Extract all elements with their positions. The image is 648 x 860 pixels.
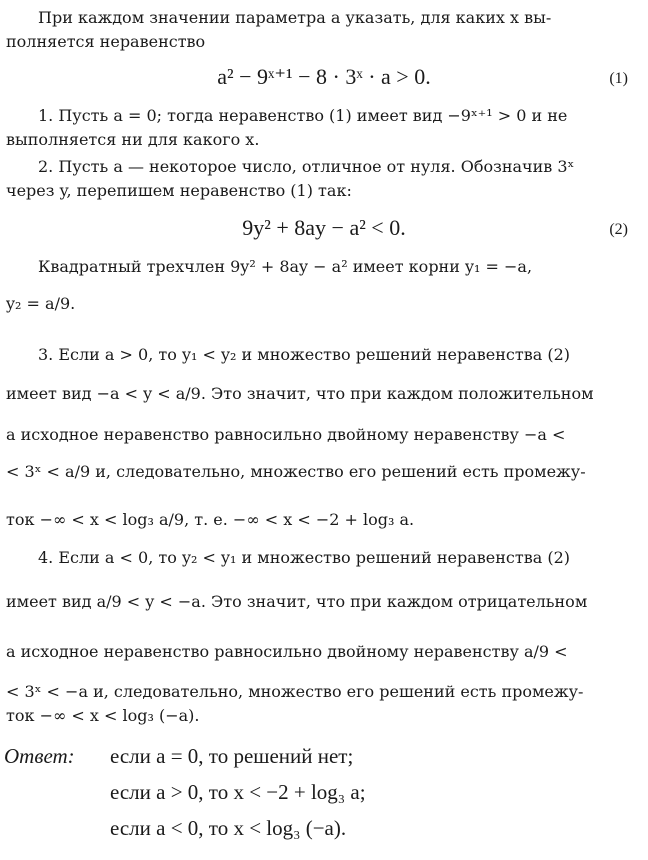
answer-line-2: если a > 0, то x < −2 + log₃ a; — [110, 780, 366, 804]
case-4-line-1: 4. Если a < 0, то y₂ < y₁ и множество решений неравенства (2) — [38, 548, 571, 567]
formula-2-number: (2) — [609, 221, 628, 238]
case-3-line-5: ток −∞ < x < log₃ a/9, т. е. −∞ < x < −2 + log₃ a. — [6, 510, 415, 529]
roots-line-1: Квадратный трехчлен 9y² + 8ay − a² имеет корни y₁ = −a, — [38, 257, 533, 276]
formula-2: 9y² + 8ay − a² < 0. — [242, 215, 406, 240]
case-3-line-2: имеет вид −a < y < a/9. Это значит, что при каждом положительном — [6, 384, 594, 403]
case-2-line-1: 2. Пусть a — некоторое число, отличное от нуля. Обозначив 3ˣ — [38, 157, 575, 176]
case-3-line-4: < 3ˣ < a/9 и, следовательно, множество его решений есть промежу- — [6, 462, 586, 481]
answer-text-1: если a = 0, то решений нет; — [110, 744, 354, 768]
case-2-line-2: через y, перепишем неравенство (1) так: — [6, 181, 352, 200]
answer-line-3: если a < 0, то x < log₃ (−a). — [110, 816, 347, 840]
intro-line-2: полняется неравенство — [6, 32, 206, 51]
case-1-line-2: выполняется ни для какого x. — [6, 130, 260, 149]
formula-2-row — [0, 215, 648, 241]
case-3-line-1: 3. Если a > 0, то y₁ < y₂ и множество решений неравенства (2) — [38, 345, 571, 364]
case-1-line-1: 1. Пусть a = 0; тогда неравенство (1) имеет вид −9ˣ⁺¹ > 0 и не — [38, 106, 568, 125]
case-4-line-3: a исходное неравенство равносильно двойному неравенству a/9 < — [6, 642, 568, 661]
roots-line-2: y₂ = a/9. — [6, 294, 76, 313]
case-3-line-3: a исходное неравенство равносильно двойному неравенству −a < — [6, 425, 566, 444]
answer-line-1 — [0, 744, 648, 769]
formula-1: a² − 9ˣ⁺¹ − 8 · 3ˣ · a > 0. — [217, 64, 431, 89]
case-4-line-4: < 3ˣ < −a и, следовательно, множество его решений есть промежу- — [6, 682, 584, 701]
formula-1-row — [0, 64, 648, 90]
case-4-line-2: имеет вид a/9 < y < −a. Это значит, что при каждом отрицательном — [6, 592, 588, 611]
answer-label: Ответ: — [4, 744, 75, 768]
case-4-line-5: ток −∞ < x < log₃ (−a). — [6, 706, 200, 725]
intro-line-1: При каждом значении параметра a указать, для каких x вы- — [38, 8, 552, 27]
formula-1-number: (1) — [609, 70, 628, 87]
